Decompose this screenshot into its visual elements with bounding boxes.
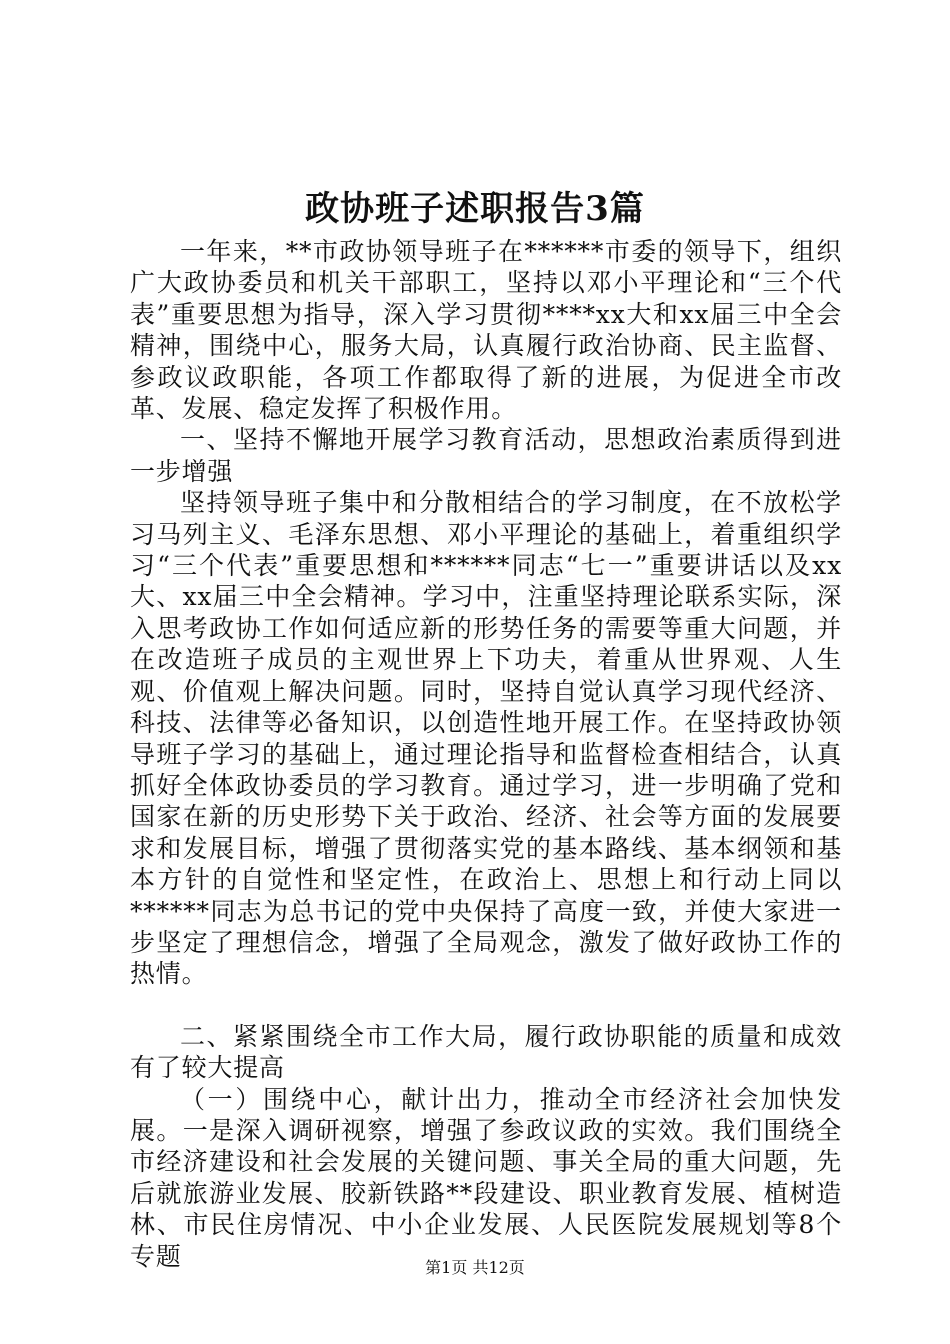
page-footer: 第1页 共12页: [425, 1258, 525, 1277]
document-body: [130, 236, 842, 1272]
paragraph-study: 坚持领导班子集中和分散相结合的学习制度，在不放松学习马列主义、毛泽东思想、邓小平理论的基础上，着重组织学习“三个代表”重要思想和******同志“七一”重要讲话以及xx大、xx届三中全会精神。学习中，注重坚持理论联系实际，深入思考政协工作如何适应新的形势任务的需要等重大问题，并在改造班子成员的主观世界上下功夫，着重从世界观、人生观、价值观上解决问题。同时，坚持自觉认真学习现代经济、科技、法律等必备知识，以创造性地开展工作。在坚持政协领导班子学习的基础上，通过理论指导和监督检查相结合，认真抓好全体政协委员的学习教育。通过学习，进一步明确了党和国家在新的历史形势下关于政治、经济、社会等方面的发展要求和发展目标，增强了贯彻落实党的基本路线、基本纲领和基本方针的自觉性和坚定性，在政治上、思想上和行动上同以******同志为总书记的党中央保持了高度一致，并使大家进一步坚定了理想信念，增强了全局观念，激发了做好政协工作的热情。: [130, 488, 842, 989]
paragraph-intro: 一年来，**市政协领导班子在******市委的领导下，组织广大政协委员和机关干部职工，坚持以邓小平理论和“三个代表”重要思想为指导，深入学习贯彻****xx大和xx届三中全会精神，围绕中心，服务大局，认真履行政治协商、民主监督、参政议政职能，各项工作都取得了新的进展，为促进全市改革、发展、稳定发挥了积极作用。: [130, 237, 842, 424]
section-heading-1: 一、坚持不懈地开展学习教育活动，思想政治素质得到进一步增强: [130, 425, 842, 486]
paragraph-subsection-1: （一）围绕中心，献计出力，推动全市经济社会加快发展。一是深入调研视察，增强了参政议政的实效。我们围绕全市经济建设和社会发展的关键问题、事关全局的重大问题，先后就旅游业发展、胶新铁路**段建设、职业教育发展、植树造林、市民住房情况、中小企业发展、人民医院发展规划等8个专题: [130, 1084, 842, 1271]
section-heading-2: 二、紧紧围绕全市工作大局，履行政协职能的质量和成效有了较大提高: [130, 1021, 842, 1083]
document-title: 政协班子述职报告3篇: [305, 189, 645, 229]
